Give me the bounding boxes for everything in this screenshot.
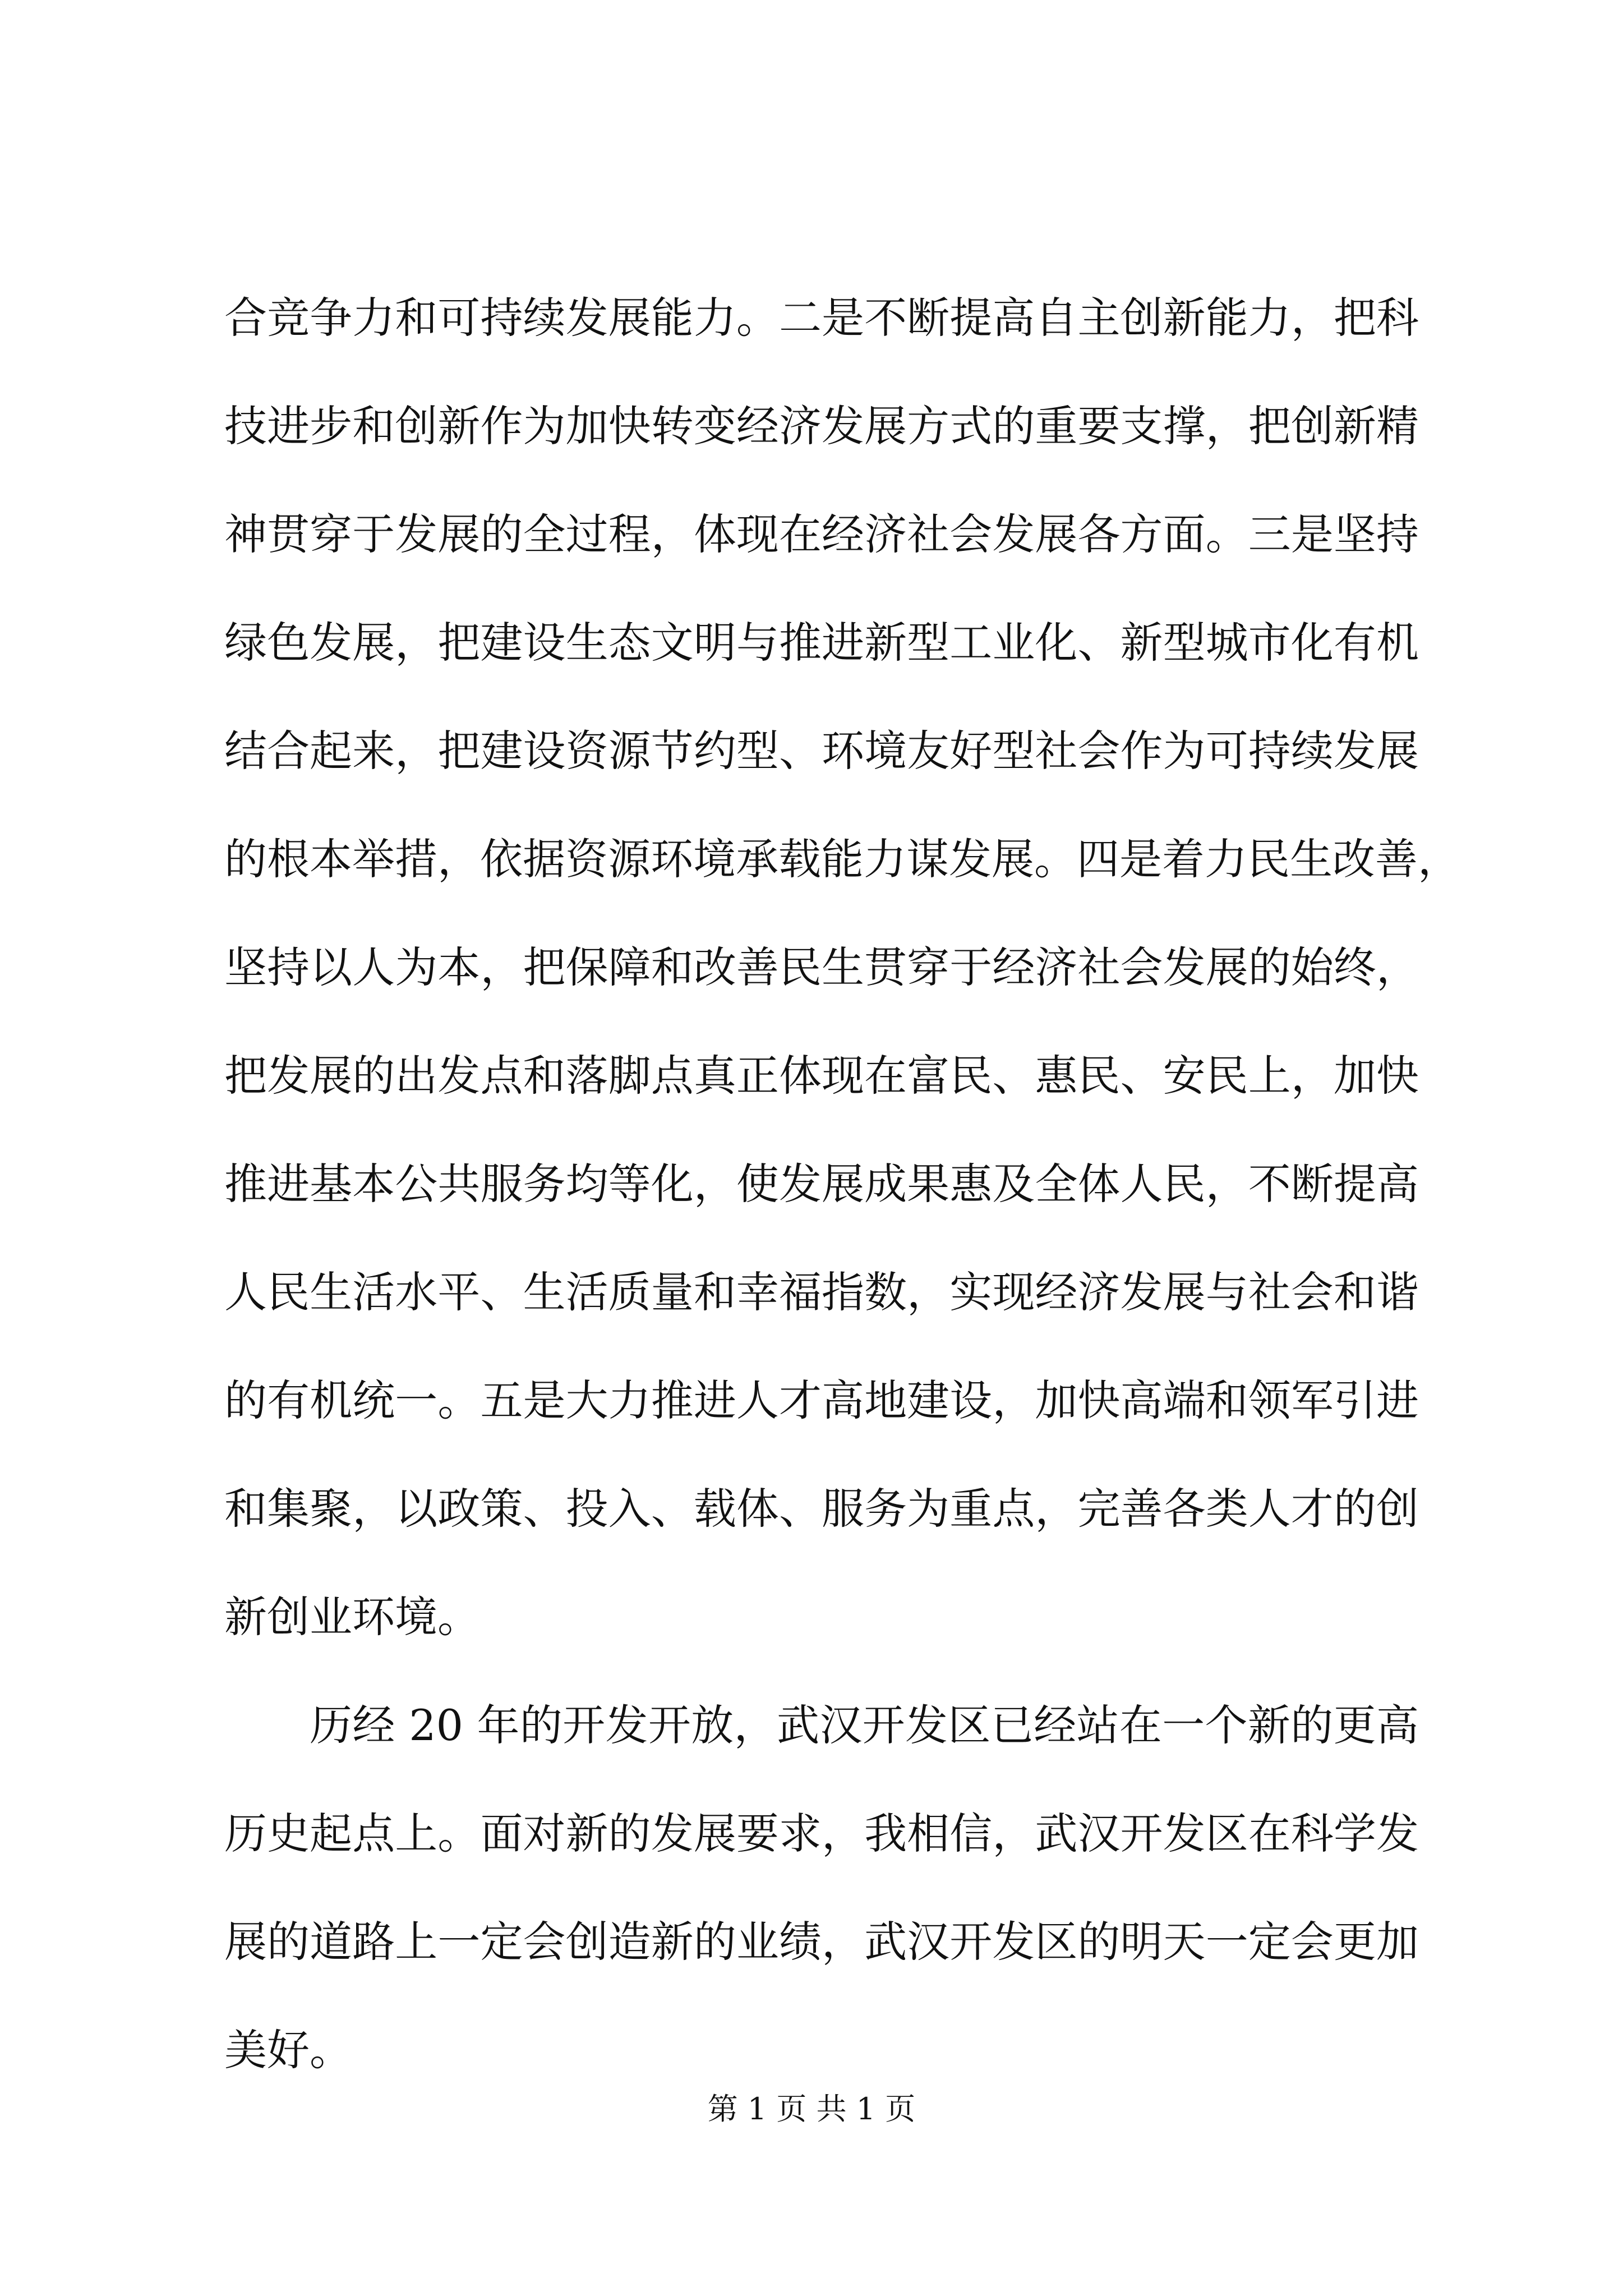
paragraph-1-line-11: 的有机统一。五是大力推进人才高地建设，加快高端和领军引进	[224, 1375, 1419, 1425]
paragraph-1-line-4: 绿色发展，把建设生态文明与推进新型工业化、新型城市化有机	[224, 618, 1419, 668]
paragraph-2-line-1: 历经 20 年的开发开放，武汉开发区已经站在一个新的更高	[310, 1700, 1419, 1750]
paragraph-1-line-10: 人民生活水平、生活质量和幸福指数，实现经济发展与社会和谐	[224, 1267, 1419, 1317]
paragraph-2-line-3: 展的道路上一定会创造新的业绩，武汉开发区的明天一定会更加	[224, 1917, 1419, 1967]
paragraph-1-line-5: 结合起来，把建设资源节约型、环境友好型社会作为可持续发展	[224, 726, 1419, 776]
paragraph-1-line-2: 技进步和创新作为加快转变经济发展方式的重要支撑，把创新精	[224, 401, 1419, 451]
paragraph-1-line-9: 推进基本公共服务均等化，使发展成果惠及全体人民，不断提高	[224, 1159, 1419, 1209]
paragraph-1-line-8: 把发展的出发点和落脚点真正体现在富民、惠民、安民上，加快	[224, 1051, 1419, 1101]
paragraph-1-line-6: 的根本举措，依据资源环境承载能力谋发展。四是着力民生改善，	[224, 834, 1460, 884]
paragraph-1-line-7: 坚持以人为本，把保障和改善民生贯穿于经济社会发展的始终，	[224, 942, 1419, 992]
paragraph-1-line-13: 新创业环境。	[224, 1592, 480, 1642]
paragraph-2-line-4: 美好。	[224, 2025, 352, 2075]
paragraph-1-line-3: 神贯穿于发展的全过程，体现在经济社会发展各方面。三是坚持	[224, 509, 1419, 559]
body-text	[224, 264, 1460, 2104]
paragraph-1-line-1: 合竞争力和可持续发展能力。二是不断提高自主创新能力，把科	[224, 293, 1419, 343]
page-number-label: 第 1 页 共 1 页	[707, 2091, 916, 2127]
page-footer	[0, 2090, 1623, 2129]
paragraph-1-line-12: 和集聚，以政策、投入、载体、服务为重点，完善各类人才的创	[224, 1484, 1419, 1534]
paragraph-2-line-2: 历史起点上。面对新的发展要求，我相信，武汉开发区在科学发	[224, 1809, 1419, 1858]
